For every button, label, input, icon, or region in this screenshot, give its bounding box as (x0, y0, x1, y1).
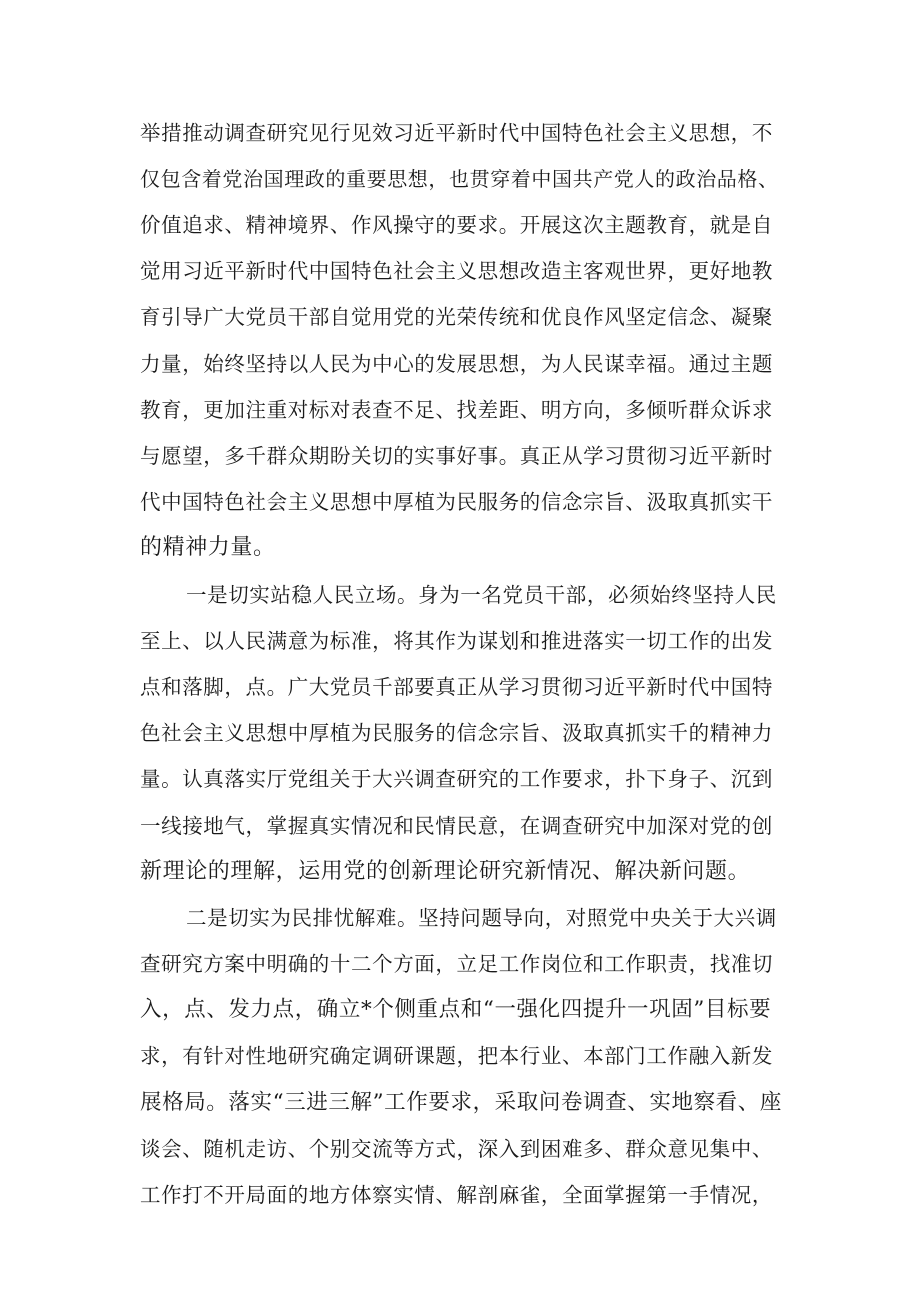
text-line: 觉用习近平新时代中国特色社会主义思想改造主客观世界，更好地教 (140, 259, 773, 283)
text-line: 一是切实站稳人民立场。身为一名党员干部，必须始终坚持人民 (186, 583, 777, 607)
text-line: 色社会主义思想中厚植为民服务的信念宗旨、汲取真抓实千的精神力 (140, 721, 773, 745)
text-line: 与愿望，多千群众期盼关切的实事好事。真正从学习贯彻习近平新时 (140, 444, 773, 468)
text-line: 价值追求、精神境界、作风操守的要求。开展这次主题教育，就是自 (140, 213, 773, 237)
text-line: 教育，更加注重对标对表查不足、找差距、明方向，多倾听群众诉求 (140, 398, 773, 422)
text-line: 的精神力量。 (140, 535, 276, 560)
text-line: 至上、以人民满意为标准，将其作为谋划和推进落实一切工作的出发 (140, 629, 773, 653)
text-line: 代中国特色社会主义思想中厚植为民服务的信念宗旨、汲取真抓实干 (140, 490, 773, 514)
text-line: 入，点、发力点，确立*个侧重点和“一强化四提升一巩固”目标要 (140, 997, 772, 1022)
text-line: 举措推动调查研究见行见效习近平新时代中国特色社会主义思想，不 (140, 121, 773, 145)
text-line: 点和落脚，点。广大党员千部要真正从学习贯彻习近平新时代中国特 (140, 675, 773, 699)
text-line: 仅包含着党治国理政的重要思想，也贯穿着中国共产党人的政治品格、 (140, 167, 779, 191)
text-line: 二是切实为民排忧解难。坚持问题导向，对照党中央关于大兴调 (186, 906, 777, 930)
text-line: 求，有针对性地研究确定调研课题，把本行业、本部门工作融入新发 (140, 1044, 773, 1068)
text-line: 育引导广大党员干部自觉用党的光荣传统和优良作风坚定信念、凝聚 (140, 305, 773, 329)
text-line: 力量，始终坚持以人民为中心的发展思想，为人民谋幸福。通过主题 (140, 352, 773, 376)
text-line: 一线接地气，掌握真实情况和民情民意，在调查研究中加深对党的创 (140, 814, 773, 838)
text-line: 查研究方案中明确的十二个方面，立足工作岗位和工作职责，找准切 (140, 952, 773, 976)
text-line: 谈会、随机走访、个别交流等方式，深入到困难多、群众意见集中、 (140, 1137, 773, 1161)
text-line: 新理论的理解，运用党的创新理论研究新情况、解决新问题。 (140, 859, 751, 884)
text-line: 工作打不开局面的地方体察实情、解剖麻雀，全面掌握第一手情况， (140, 1183, 773, 1207)
text-line: 展格局。落实“三进三解”工作要求，采取问卷调查、实地察看、座 (140, 1090, 782, 1115)
text-line: 量。认真落实厅党组关于大兴调查研究的工作要求，扑下身子、沉到 (140, 767, 773, 791)
